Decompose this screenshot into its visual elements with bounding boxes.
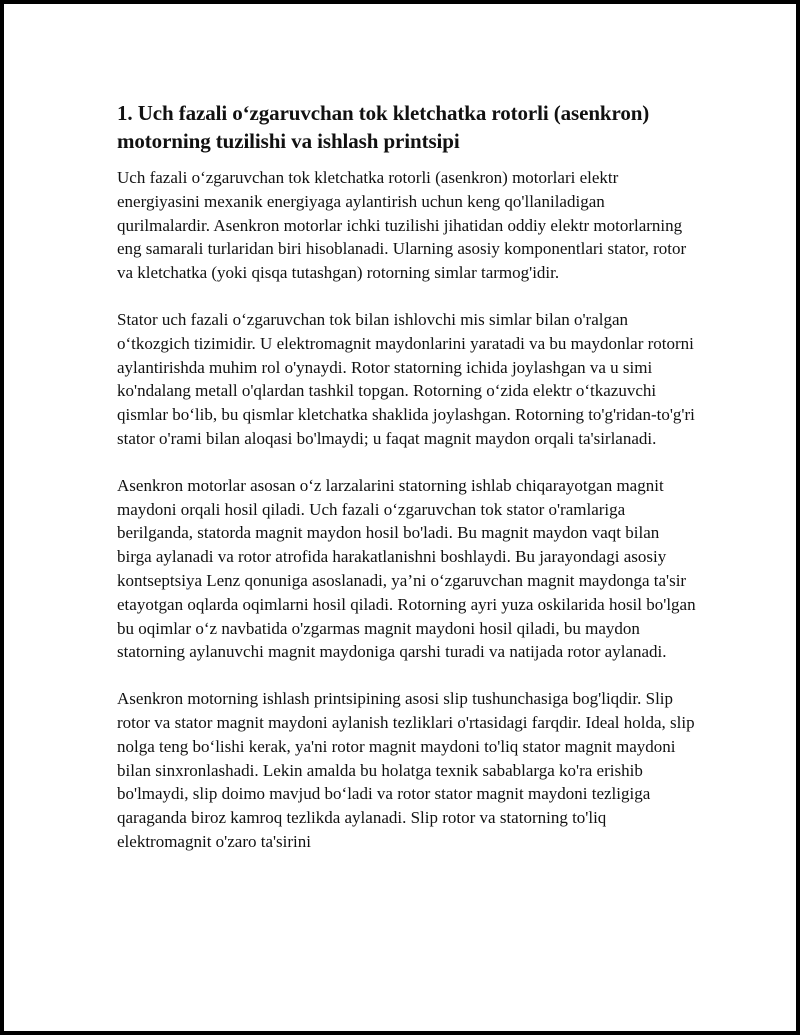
document-body	[117, 99, 697, 854]
section-heading: 1. Uch fazali o‘zgaruvchan tok kletchatka rotorli (asenkron) motorning tuzilishi va ishlash printsipi	[117, 101, 650, 153]
paragraph-stator-rotor: Stator uch fazali o‘zgaruvchan tok bilan ishlovchi mis simlar bilan o'ralgan o‘tkozgich tizimidir. U elektromagnit maydonlarini yaratadi va bu maydonlar rotorni aylantirishda muhim rol o'ynaydi. Rotor statorning ichida joylashgan va u simi ko'ndalang metall o'qlardan tashkil topgan. Rotorning o‘zida elektr o‘tkazuvchi qismlar bo‘lib, bu qismlar kletchatka shaklida joylashgan. Rotorning to'g'ridan-to'g'ri stator o'rami bilan aloqasi bo'lmaydi; u faqat magnit maydon orqali ta'sirlanadi.	[117, 309, 695, 448]
paragraph-working-principle: Asenkron motorlar asosan o‘z larzalarini statorning ishlab chiqarayotgan magnit maydoni orqali hosil qiladi. Uch fazali o‘zgaruvchan tok stator o'ramlariga berilganda, statorda magnit maydon hosil bo'ladi. Bu magnit maydon vaqt bilan birga aylanadi va rotor atrofida harakatlanishni boshlaydi. Bu jarayondagi asosiy kontseptsiya Lenz qonuniga asoslanadi, ya’ni o‘zgaruvchan magnit maydonga ta'sir etayotgan oqlarda oqimlarni hosil qiladi. Rotorning ayri yuza oskilarida hosil bo'lgan bu oqimlar o‘z navbatida o'zgarmas magnit maydoni hosil qiladi, bu maydon statorning aylanuvchi magnit maydoniga qarshi turadi va natijada rotor aylanadi.	[117, 475, 696, 662]
paragraph-intro: Uch fazali o‘zgaruvchan tok kletchatka rotorli (asenkron) motorlari elektr energiyasini mexanik energiyaga aylantirish uchun keng qo'llaniladigan qurilmalardir. Asenkron motorlar ichki tuzilishi jihatidan oddiy elektr motorlarning eng samarali turlaridan biri hisoblanadi. Ularning asosiy komponentlari stator, rotor va kletchatka (yoki qisqa tutashgan) rotorning simlar tarmog'idir.	[117, 168, 687, 283]
paragraph-slip: Asenkron motorning ishlash printsipining asosi slip tushunchasiga bog'liqdir. Slip rotor va stator magnit maydoni aylanish tezliklari o'rtasidagi farqdir. Ideal holda, slip nolga teng bo‘lishi kerak, ya'ni rotor magnit maydoni to'liq stator magnit maydoni bilan sinxronlashadi. Lekin amalda bu holatga texnik sabablarga ko'ra erishib bo'lmaydi, slip doimo mavjud bo‘ladi va rotor stator magnit maydoni tezligiga qaraganda biroz kamroq tezlikda aylanadi. Slip rotor va statorning to'liq elektromagnit o'zaro ta'sirini	[117, 689, 695, 851]
